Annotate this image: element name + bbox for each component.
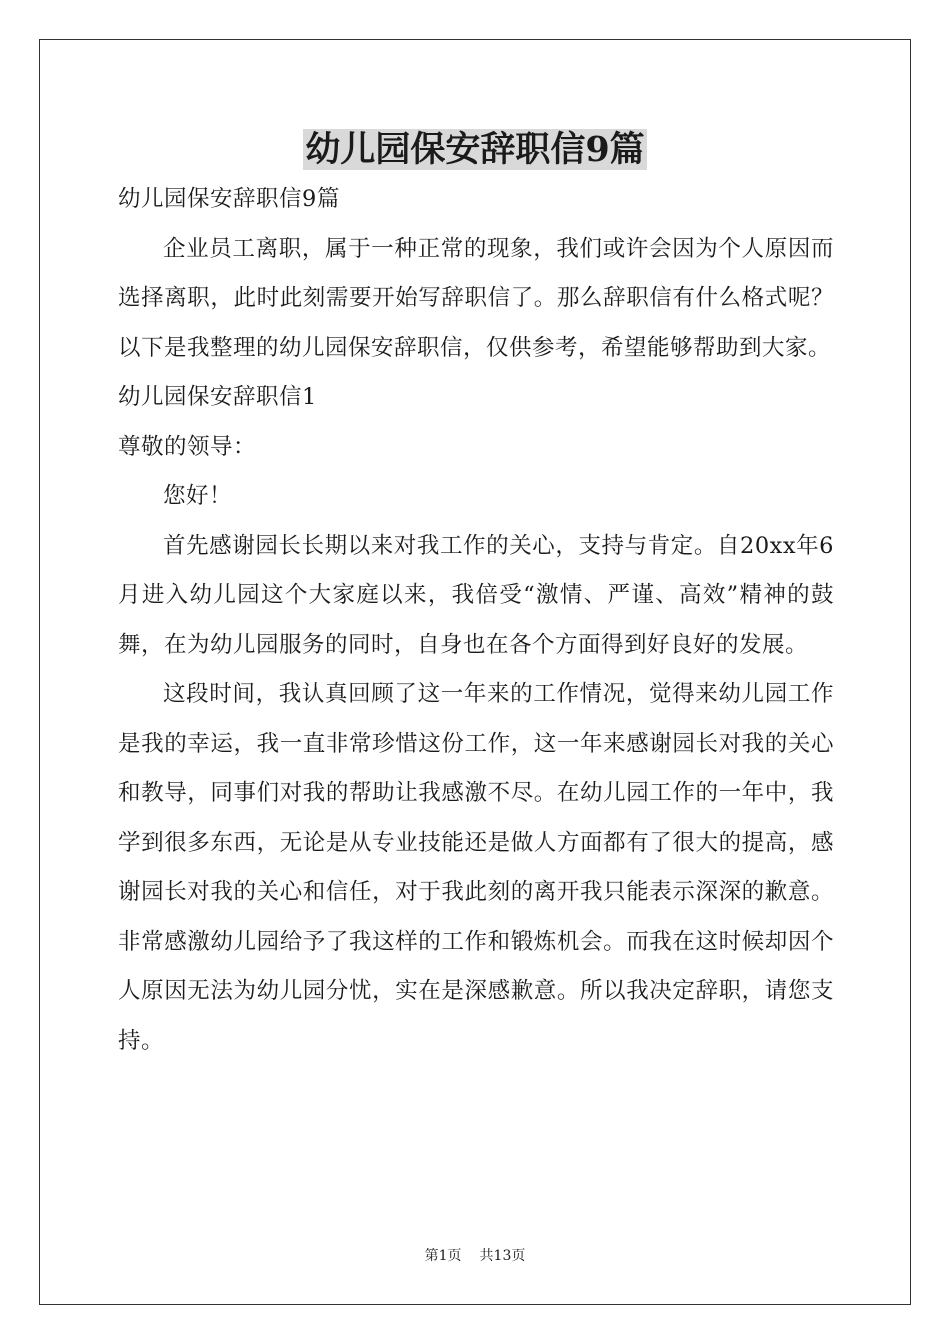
document-body xyxy=(118,175,834,1066)
subtitle: 幼儿园保安辞职信9篇 xyxy=(118,186,340,212)
page-footer xyxy=(0,1246,950,1266)
body-paragraph-1: 首先感谢园长长期以来对我工作的关心，支持与肯定。自20xx年6月进入幼儿园这个大家庭以来，我倍受“激情、严谨、高效”精神的鼓舞，在为幼儿园服务的同时，自身也在各个方面得到好良好的发展。 xyxy=(118,532,834,658)
intro-paragraph: 企业员工离职，属于一种正常的现象，我们或许会因为个人原因而选择离职，此时此刻需要开始写辞职信了。那么辞职信有什么格式呢？以下是我整理的幼儿园保安辞职信，仅供参考，希望能够帮助到大家。 xyxy=(118,235,834,361)
page-number-total: 共13页 xyxy=(479,1248,526,1264)
page-number-current: 第1页 xyxy=(424,1248,462,1264)
document-title xyxy=(0,126,950,174)
body-paragraph-2: 这段时间，我认真回顾了这一年来的工作情况，觉得来幼儿园工作是我的幸运，我一直非常珍惜这份工作，这一年来感谢园长对我的关心和教导，同事们对我的帮助让我感激不尽。在幼儿园工作的一年中，我学到很多东西，无论是从专业技能还是做人方面都有了很大的提高，感谢园长对我的关心和信任，对于我此刻的离开我只能表示深深的歉意。非常感激幼儿园给予了我这样的工作和锻炼机会。而我在这时候却因个人原因无法为幼儿园分忧，实在是深感歉意。所以我决定辞职，请您支持。 xyxy=(118,681,834,1054)
greeting: 您好！ xyxy=(163,483,233,509)
document-title-text: 幼儿园保安辞职信9篇 xyxy=(305,129,645,170)
salutation: 尊敬的领导： xyxy=(118,433,257,460)
letter-heading: 幼儿园保安辞职信1 xyxy=(118,384,317,410)
